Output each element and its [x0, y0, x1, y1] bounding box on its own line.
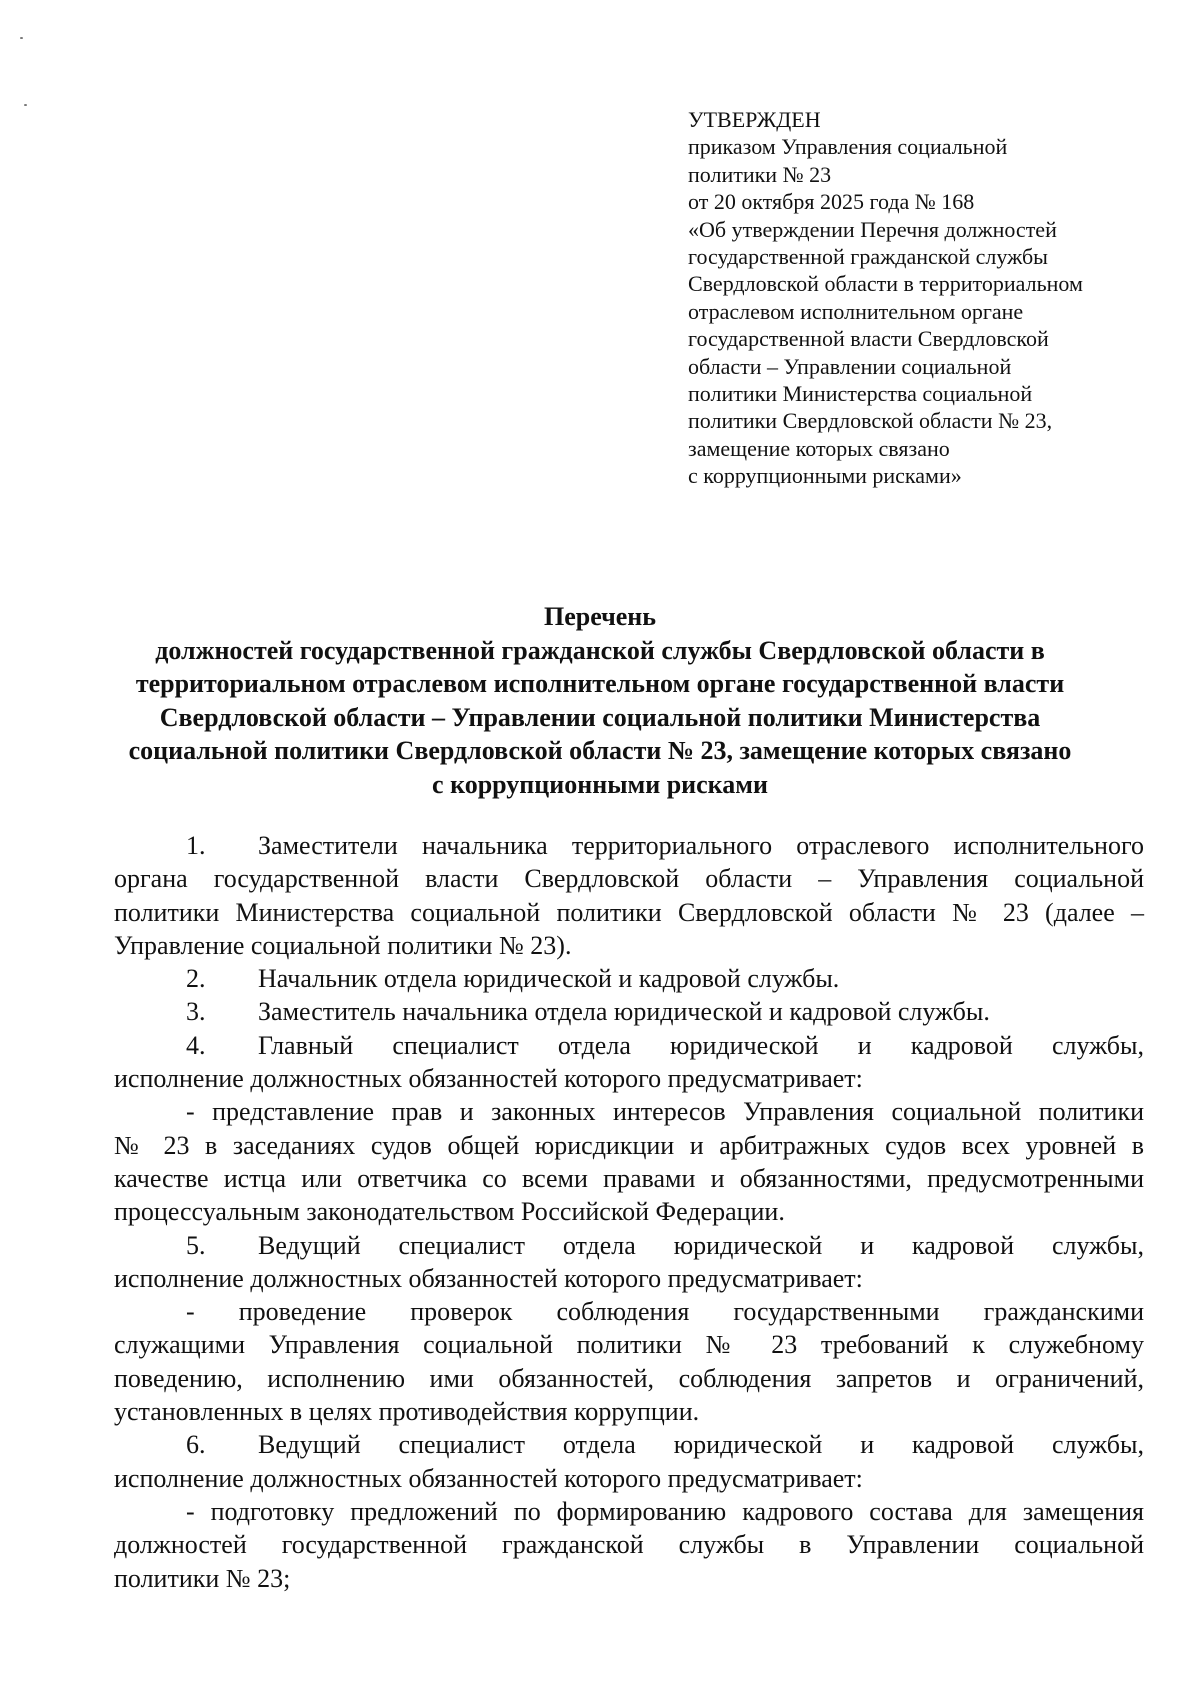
item-line: должностей государственной гражданской службы в Управлении социальной — [114, 1530, 1144, 1560]
approval-line: замещение которых связано — [688, 435, 950, 461]
item-line: исполнение должностных обязанностей которого предусматривает: — [114, 1463, 863, 1493]
scan-speck — [24, 104, 27, 106]
item-line: политики Министерства социальной политики Свердловской области № 23 (далее – — [114, 897, 1144, 927]
item-first-line — [114, 1095, 1144, 1128]
approval-line: Свердловской области в территориальном — [688, 271, 1083, 297]
approval-line: приказом Управления социальной — [688, 134, 1008, 160]
title-line: с коррупционными рисками — [432, 769, 768, 799]
item-line: Управление социальной политики № 23). — [114, 930, 572, 960]
item-number: 3. — [186, 997, 206, 1027]
item-text: Ведущий специалист отдела юридической и кадровой службы, — [258, 1430, 1144, 1460]
item-text: Главный специалист отдела юридической и кадровой службы, — [258, 1030, 1144, 1060]
item-text: Ведущий специалист отдела юридической и кадровой службы, — [258, 1230, 1144, 1260]
item-line: органа государственной власти Свердловской области – Управления социальной — [114, 864, 1144, 894]
title-line: социальной политики Свердловской области № 23, замещение которых связано — [128, 736, 1072, 765]
approval-line: «Об утверждении Перечня должностей — [688, 216, 1057, 242]
item-line: установленных в целях противодействия коррупции. — [114, 1397, 700, 1427]
item-first-line — [114, 829, 1144, 862]
item-text: Заместители начальника территориального отраслевого исполнительного — [258, 831, 1144, 860]
item-text: - подготовку предложений по формированию кадрового состава для замещения — [186, 1496, 1144, 1526]
approval-line: государственной власти Свердловской — [688, 326, 1049, 352]
list-subitem — [114, 1295, 1144, 1428]
list-subitem — [114, 1495, 1144, 1595]
list-item — [114, 1029, 1144, 1096]
item-number: 1. — [186, 831, 206, 860]
approval-line: государственной гражданской службы — [688, 244, 1048, 270]
title-line: Перечень — [543, 602, 657, 631]
item-first-line — [114, 1295, 1144, 1328]
item-number: 5. — [186, 1230, 206, 1260]
list-item — [114, 962, 1144, 995]
item-text: Заместитель начальника отдела юридической и кадровой службы. — [258, 997, 990, 1027]
item-first-line — [114, 1229, 1144, 1262]
item-line: поведению, исполнению ими обязанностей, соблюдения запретов и ограничений, — [114, 1363, 1144, 1393]
item-line: № 23 в заседаниях судов общей юрисдикции и арбитражных судов всех уровней в — [114, 1130, 1144, 1160]
item-first-line — [114, 1428, 1144, 1461]
document-title — [100, 600, 1100, 801]
approval-stamp — [688, 106, 1158, 490]
item-number: 4. — [186, 1030, 206, 1060]
approval-line: политики № 23 — [688, 161, 832, 187]
item-line: политики № 23; — [114, 1563, 291, 1593]
item-first-line — [114, 1029, 1144, 1062]
approval-line: отраслевом исполнительном органе — [688, 298, 1024, 324]
approval-line: политики Свердловской области № 23, — [688, 408, 1053, 434]
item-line: качестве истца или ответчика со всеми правами и обязанностями, предусмотренными — [114, 1163, 1144, 1193]
list-item — [114, 829, 1144, 962]
title-line: Свердловской области – Управлении социальной политики Министерства — [159, 702, 1041, 732]
list-subitem — [114, 1095, 1144, 1228]
approval-line: от 20 октября 2025 года № 168 — [688, 189, 975, 215]
approval-line: области – Управлении социальной — [688, 353, 1012, 379]
document-body — [114, 829, 1144, 1595]
title-line: территориальном отраслевом исполнительном органе государственной власти — [135, 669, 1065, 698]
item-first-line — [114, 1495, 1144, 1528]
item-text: - представление прав и законных интересов Управления социальной политики — [186, 1097, 1144, 1127]
approval-line: с коррупционными рисками» — [688, 463, 962, 489]
item-line: исполнение должностных обязанностей которого предусматривает: — [114, 1263, 863, 1293]
item-number: 6. — [186, 1430, 206, 1460]
list-item — [114, 995, 1144, 1028]
item-line: процессуальным законодательством Российской Федерации. — [114, 1197, 785, 1227]
list-item — [114, 1229, 1144, 1296]
item-text: Начальник отдела юридической и кадровой службы. — [258, 964, 840, 994]
item-line: исполнение должностных обязанностей которого предусматривает: — [114, 1064, 863, 1094]
list-item — [114, 1428, 1144, 1495]
approval-line: политики Министерства социальной — [688, 381, 1033, 407]
item-line: служащими Управления социальной политики № 23 требований к служебному — [114, 1330, 1144, 1360]
item-text: - проведение проверок соблюдения государственными гражданскими — [186, 1297, 1144, 1327]
title-line: должностей государственной гражданской службы Свердловской области в — [155, 635, 1045, 665]
item-number: 2. — [186, 964, 206, 994]
approval-line: УТВЕРЖДЕН — [688, 107, 821, 132]
item-first-line — [114, 995, 1144, 1028]
item-first-line — [114, 962, 1144, 995]
scan-speck — [20, 37, 23, 39]
